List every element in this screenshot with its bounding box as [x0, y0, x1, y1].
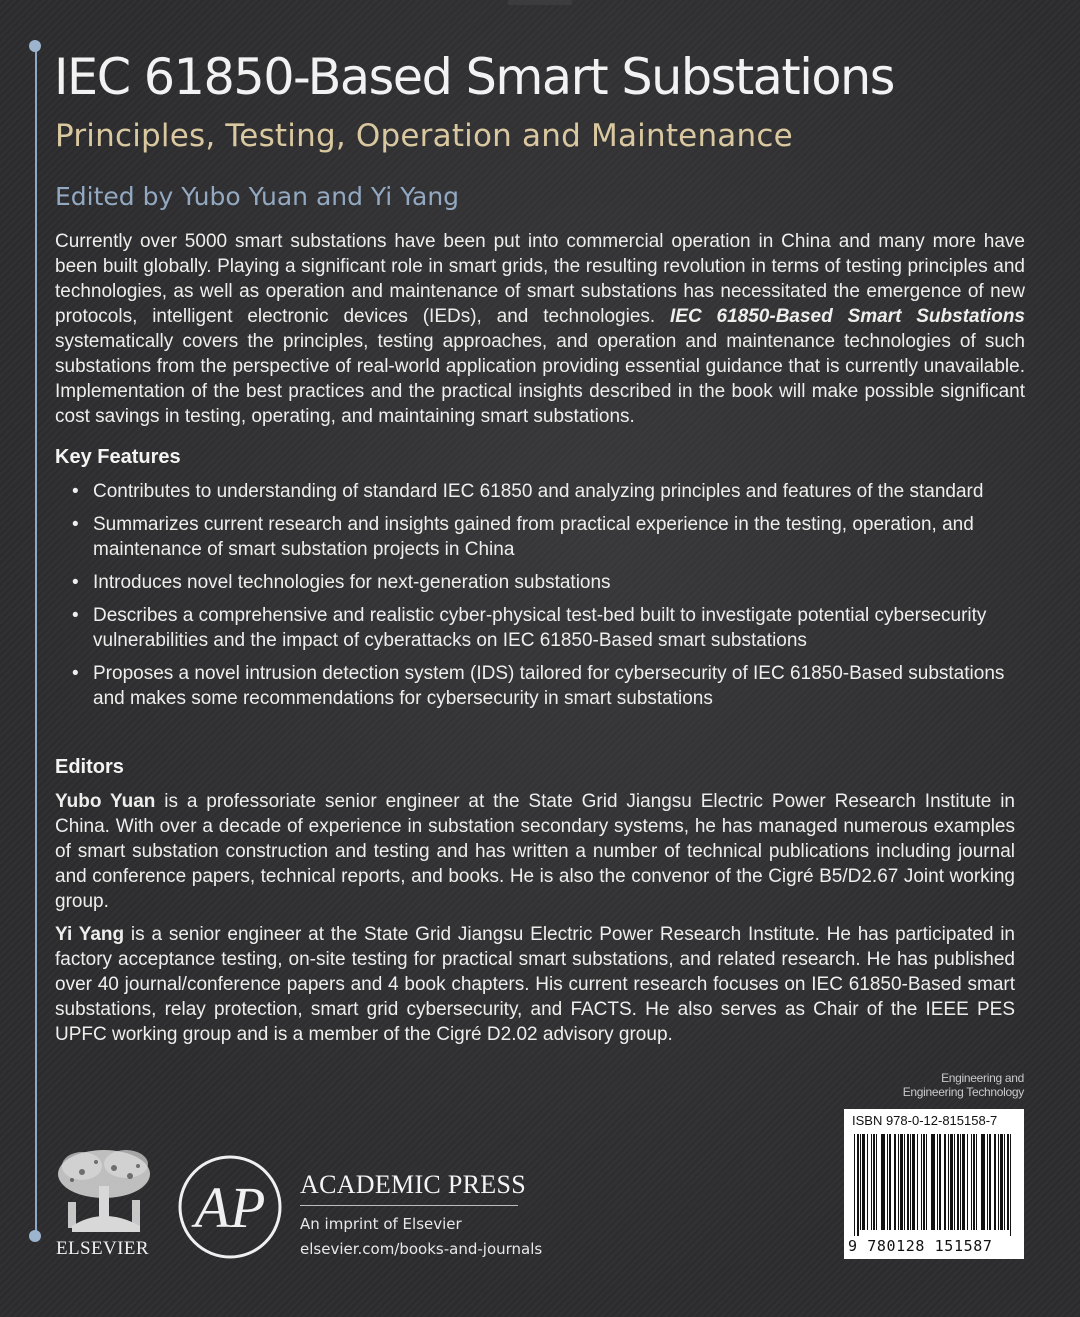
barcode-bar	[967, 1134, 968, 1230]
barcode-bar	[971, 1134, 972, 1230]
barcode-bar	[960, 1134, 961, 1230]
barcode-bar	[957, 1134, 959, 1230]
isbn-label: ISBN 978-0-12-815158-7	[852, 1113, 998, 1128]
barcode-bar	[931, 1134, 935, 1230]
barcode-bar	[998, 1134, 999, 1230]
barcode-digits: 9 780128 151587	[848, 1237, 993, 1255]
description-title-emphasis: IEC 61850-Based Smart Substations	[670, 306, 1025, 327]
barcode-bar	[907, 1134, 909, 1230]
barcode-bar	[926, 1134, 927, 1230]
barcode-bar	[954, 1134, 955, 1230]
feature-item	[55, 479, 1015, 504]
bullet-icon: •	[72, 663, 79, 684]
editor-name: Yubo Yuan	[55, 791, 156, 812]
barcode-bar	[854, 1134, 855, 1236]
imprint-line: An imprint of Elsevier	[300, 1215, 462, 1233]
bullet-icon: •	[72, 514, 79, 535]
feature-item	[55, 512, 1015, 562]
academic-press-name: ACADEMIC PRESS	[300, 1170, 526, 1199]
bullet-icon: •	[72, 605, 79, 626]
publisher-url: elsevier.com/books-and-journals	[300, 1240, 543, 1258]
rail-bottom-dot	[29, 1230, 41, 1242]
barcode-bar	[937, 1134, 938, 1230]
barcode-bar	[917, 1134, 918, 1230]
publisher-divider	[300, 1205, 518, 1206]
barcode-bar	[857, 1134, 859, 1236]
barcode-bar	[912, 1134, 915, 1230]
subject-category	[903, 1071, 1024, 1099]
bullet-icon: •	[72, 572, 79, 593]
feature-item	[55, 570, 1015, 595]
barcode-bar	[881, 1134, 885, 1230]
editor-name: Yi Yang	[55, 924, 125, 945]
feature-item	[55, 603, 1015, 653]
barcode-bar	[989, 1134, 991, 1230]
barcode-bar	[923, 1134, 925, 1230]
barcode-bar	[981, 1134, 985, 1230]
barcode-bar	[860, 1134, 861, 1230]
book-subtitle: Principles, Testing, Operation and Maintenance	[55, 118, 793, 154]
barcode-bar	[1007, 1134, 1009, 1230]
elsevier-tree-logo	[52, 1146, 156, 1238]
description-part-1: Currently over 5000 smart substations have been put into commercial operation in China and many more have been built globally. Playing a significant role in smart grids, the resulting revolution in terms of testing principles and technologies, as well as operation and maintenance of smart substations has necessitated the emergence of new protocols, intelligent electronic devices (IEDs), and technologies.	[55, 231, 1025, 327]
barcode-bar	[910, 1134, 911, 1230]
category-line-2: Engineering Technology	[902, 1085, 1024, 1099]
barcode-bar	[862, 1134, 865, 1230]
barcode-bar	[898, 1134, 899, 1230]
editor-bio-yi-yang	[55, 922, 1015, 1047]
barcode-bar	[948, 1134, 949, 1230]
barcode-bar	[894, 1134, 896, 1230]
edited-by-line: Edited by Yubo Yuan and Yi Yang	[55, 182, 460, 211]
barcode-bar	[973, 1134, 975, 1230]
feature-item	[55, 661, 1015, 711]
editor-bio-text: is a senior engineer at the State Grid Jiangsu Electric Power Research Institute. He has participated in factory acceptance testing, on-site testing for practical smart substations, and related research. He has published over 40 journal/conference papers and 4 book chapters. His current research focuses on IEC 61850-Based smart substations, relay protection, smart grid cybersecurity, and FACTS. He also serves as Chair of the IEEE PES UPFC working group and is a member of the Cigré D2.02 advisory group.	[55, 924, 1015, 1045]
barcode-bar	[904, 1134, 905, 1230]
barcode-bars	[852, 1134, 1016, 1236]
barcode-bar	[1000, 1134, 1003, 1230]
bullet-icon: •	[72, 481, 79, 502]
feature-text: Introduces novel technologies for next-generation substations	[93, 572, 611, 593]
feature-text: Summarizes current research and insights gained from practical experience in the testing, operation, and maintenance of smart substation projects in China	[93, 514, 974, 560]
rail-top-dot	[29, 40, 41, 52]
barcode-bar	[867, 1134, 868, 1230]
barcode-bar	[976, 1134, 977, 1230]
editor-bio-text: is a professoriate senior engineer at the State Grid Jiangsu Electric Power Research Institute in China. With over a decade of experience in substation secondary systems, he has managed numerous examples of smart substation construction and testing and has written a number of technical publications including journal and conference papers, technical reports, and books. He is also the convenor of the Cigré B5/D2.67 Joint working group.	[55, 791, 1016, 912]
feature-text: Proposes a novel intrusion detection system (IDS) tailored for cybersecurity of IEC 61850-Based substations and makes some recommendations for cybersecurity in smart substations	[93, 663, 1005, 709]
barcode-bar	[900, 1134, 903, 1230]
isbn-barcode	[844, 1109, 1024, 1259]
feature-text: Describes a comprehensive and realistic cyber-physical test-bed built to investigate potential cybersecurity vulnerabilities and the impact of cyberattacks on IEC 61850-Based smart substations	[93, 605, 987, 651]
academic-press-logo	[176, 1153, 284, 1261]
description-part-2: systematically covers the principles, testing approaches, and operation and maintenance technologies of such substations from the perspective of real-world application providing essential guidance that is currently unavailable. Implementation of the best practices and the practical insights described in the book will make possible significant cost savings in testing, operating, and maintaining smart substations.	[55, 331, 1025, 427]
barcode-bar	[950, 1134, 953, 1230]
feature-text: Contributes to understanding of standard IEC 61850 and analyzing principles and features of the standard	[93, 481, 984, 502]
barcode-bar	[921, 1134, 922, 1230]
category-line-1: Engineering and	[941, 1071, 1024, 1085]
barcode-bar	[871, 1134, 872, 1230]
elsevier-wordmark: ELSEVIER	[56, 1238, 149, 1259]
book-description	[55, 229, 1025, 429]
barcode-bar	[962, 1134, 965, 1230]
barcode-bar	[939, 1134, 941, 1230]
barcode-bar	[876, 1134, 877, 1230]
barcode-bar	[889, 1134, 891, 1230]
editor-bio-yubo-yuan	[55, 789, 1015, 914]
barcode-bar	[887, 1134, 888, 1230]
barcode-bar	[994, 1134, 996, 1230]
editors-heading: Editors	[55, 756, 124, 778]
ap-monogram: AP	[194, 1175, 266, 1240]
key-features-list	[55, 479, 1015, 719]
barcode-bar	[987, 1134, 988, 1230]
barcode-bar	[944, 1134, 946, 1230]
barcode-bar	[873, 1134, 875, 1230]
decorative-rail	[35, 46, 37, 1236]
key-features-heading: Key Features	[55, 446, 181, 468]
barcode-bar	[1004, 1134, 1005, 1230]
book-title: IEC 61850-Based Smart Substations	[54, 48, 894, 106]
barcode-bar	[1010, 1134, 1011, 1236]
top-edge-tab	[508, 0, 572, 5]
